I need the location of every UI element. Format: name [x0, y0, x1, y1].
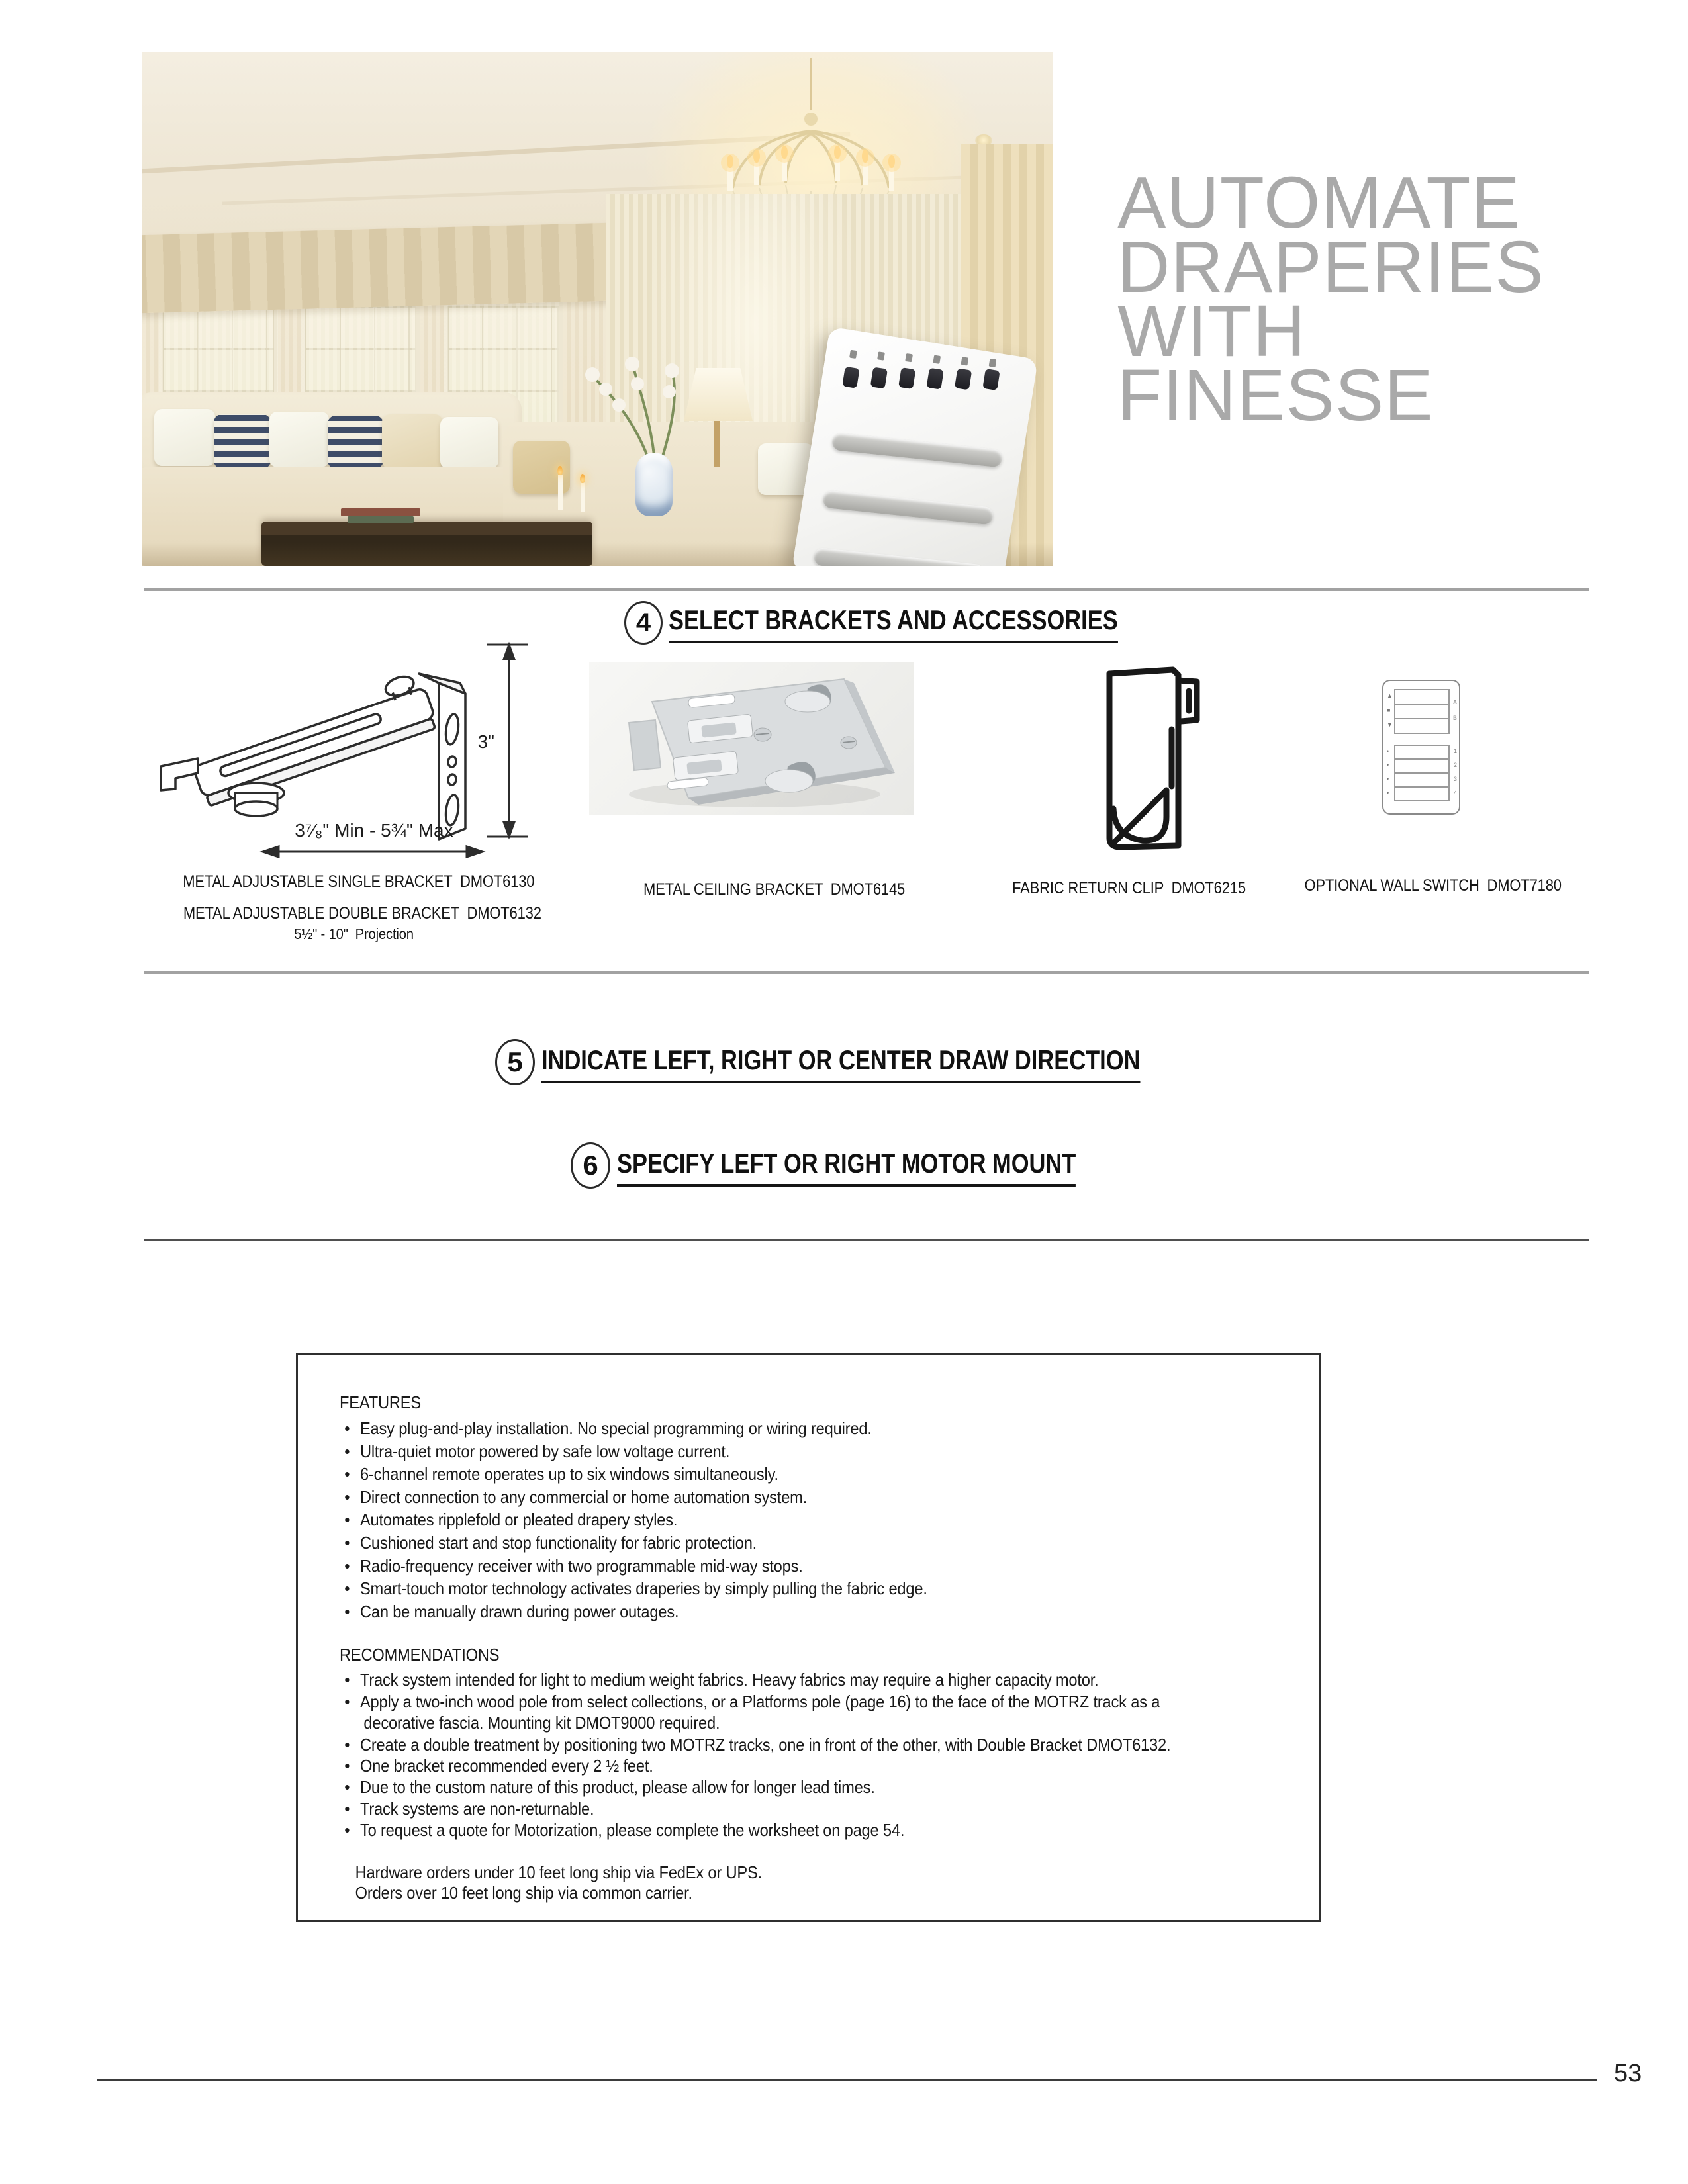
feature-item: • Automates ripplefold or pleated drapery styles.	[360, 1508, 1291, 1531]
switch-button-4	[1394, 786, 1450, 801]
remote-channel-button	[898, 367, 915, 389]
stop-icon: ■	[1387, 707, 1391, 713]
divider	[144, 1239, 1589, 1241]
bracket-width-dimension: 3⁷⁄₈" Min - 5¾" Max	[295, 820, 453, 841]
channel-1-label: 1	[1453, 748, 1457, 754]
page-number: 53	[1614, 2060, 1642, 2087]
shipping-note-1: Hardware orders under 10 feet long ship via FedEx or UPS.	[355, 1862, 762, 1882]
books	[348, 516, 414, 523]
chandelier-candles	[721, 144, 901, 191]
product-1-caption-line-2: METAL ADJUSTABLE DOUBLE BRACKET DMOT6132	[183, 904, 541, 923]
recommendations-heading: RECOMMENDATIONS	[340, 1645, 500, 1665]
pillow	[154, 409, 215, 466]
shipping-note-2: Orders over 10 feet long ship via common carrier.	[355, 1882, 692, 1903]
switch-button-down	[1394, 718, 1450, 734]
recommendation-item: • Track system intended for light to medium weight fabrics. Heavy fabrics may require a higher capacity motor.	[360, 1669, 1291, 1690]
down-arrow-icon: ▼	[1387, 721, 1393, 728]
channel-4-label: 4	[1453, 790, 1457, 796]
recommendation-item: • Track systems are non-returnable.	[360, 1798, 1291, 1819]
hero-photo	[142, 52, 1053, 566]
feature-item: • 6-channel remote operates up to six windows simultaneously.	[360, 1463, 1291, 1486]
switch-button-2	[1394, 758, 1450, 774]
step-6-number: 6	[583, 1150, 598, 1181]
dot-icon: •	[1387, 790, 1389, 796]
feature-item: • Easy plug-and-play installation. No special programming or wiring required.	[360, 1417, 1291, 1440]
candle-flame	[557, 466, 563, 475]
recommendation-item: • Create a double treatment by positioning two MOTRZ tracks, one in front of the other, with Double Bracket DMOT6132.	[360, 1734, 1291, 1755]
metal-adjustable-bracket-drawing	[156, 630, 539, 863]
remote-control	[792, 326, 1038, 566]
remote-label-mark	[961, 357, 968, 365]
pillow	[440, 417, 498, 469]
divider	[144, 588, 1589, 591]
porcelain-vase	[635, 453, 673, 516]
up-arrow-icon: ▲	[1387, 692, 1393, 699]
product-1-caption-line-1: METAL ADJUSTABLE SINGLE BRACKET DMOT6130	[183, 872, 535, 891]
table-lamp-stem	[714, 421, 720, 467]
product-2-caption: METAL CEILING BRACKET DMOT6145	[643, 880, 906, 899]
step-6-title: SPECIFY LEFT OR RIGHT MOTOR MOUNT	[617, 1148, 1176, 1187]
channel-3-label: 3	[1453, 776, 1457, 782]
remote-label-mark	[849, 350, 857, 359]
remote-bar-button	[831, 432, 1003, 468]
valance	[142, 222, 620, 313]
shipping-notes	[355, 1862, 1291, 1903]
feature-item: • Smart-touch motor technology activates draperies by simply pulling the fabric edge.	[360, 1577, 1291, 1600]
dot-icon: •	[1387, 748, 1389, 754]
group-a-label: A	[1452, 699, 1457, 705]
remote-channel-button	[842, 367, 859, 388]
switch-button-1	[1394, 745, 1450, 760]
switch-button-3	[1394, 772, 1450, 788]
recommendation-item-continuation: decorative fascia. Mounting kit DMOT9000 required.	[363, 1713, 720, 1733]
remote-bar-button	[813, 547, 984, 566]
product-1-caption-line-3: 5½" - 10" Projection	[294, 925, 414, 942]
pillow	[269, 412, 329, 467]
product-4-caption: OPTIONAL WALL SWITCH DMOT7180	[1304, 876, 1562, 895]
orchid-icon	[539, 349, 698, 482]
wall-switch-drawing	[1382, 680, 1460, 815]
recommendation-item: • Apply a two-inch wood pole from select collections, or a Platforms pole (page 16) to the face of the MOTRZ track as a	[360, 1691, 1291, 1712]
features-heading: FEATURES	[340, 1392, 421, 1412]
remote-bar-button	[822, 490, 994, 525]
features-content	[340, 1390, 1291, 1903]
feature-item: • Direct connection to any commercial or home automation system.	[360, 1486, 1291, 1509]
bracket-height-dimension: 3"	[477, 731, 494, 752]
remote-channel-button	[926, 368, 943, 390]
feature-item: • Cushioned start and stop functionality for fabric protection.	[360, 1531, 1291, 1555]
remote-label-mark	[989, 359, 997, 367]
remote-label-mark	[877, 351, 885, 360]
candle	[581, 483, 585, 512]
channel-2-label: 2	[1453, 762, 1457, 768]
candle	[558, 475, 563, 510]
step-4-circle	[624, 601, 663, 645]
step-5-title: INDICATE LEFT, RIGHT OR CENTER DRAW DIRECTION	[541, 1044, 1272, 1083]
step-6-circle	[571, 1142, 610, 1189]
footer-rule	[97, 2079, 1597, 2081]
step-4-title: SELECT BRACKETS AND ACCESSORIES	[669, 604, 1217, 643]
feature-item: • Radio-frequency receiver with two programmable mid-way stops.	[360, 1555, 1291, 1578]
step-5-number: 5	[507, 1046, 523, 1077]
headline-line-3: WITH FINESSE	[1117, 291, 1434, 436]
fabric-return-clip-drawing	[1079, 650, 1238, 863]
dot-icon: •	[1387, 776, 1389, 782]
remote-channel-button	[870, 367, 888, 388]
pillow-striped	[328, 416, 383, 469]
candle-flame	[580, 474, 585, 483]
group-b-label: B	[1452, 715, 1457, 721]
remote-channel-button	[982, 369, 1000, 390]
step-5-circle	[495, 1039, 535, 1085]
pillow-striped	[214, 414, 271, 469]
feature-item: • Ultra-quiet motor powered by safe low voltage current.	[360, 1440, 1291, 1463]
hero-headline	[1117, 162, 1581, 436]
pillow	[382, 414, 443, 469]
feature-item: • Can be manually drawn during power outages.	[360, 1600, 1291, 1623]
headline-line-2: DRAPERIES	[1117, 226, 1544, 308]
features-list	[340, 1417, 1291, 1623]
recommendations-list	[340, 1669, 1291, 1841]
remote-label-mark	[933, 355, 941, 364]
remote-channel-button	[955, 368, 972, 390]
dot-icon: •	[1387, 762, 1389, 768]
headline-line-1: AUTOMATE	[1117, 162, 1521, 244]
switch-button-up	[1394, 689, 1450, 705]
step-4-number: 4	[635, 608, 651, 637]
recommendation-item: • To request a quote for Motorization, please complete the worksheet on page 54.	[360, 1819, 1291, 1841]
books	[341, 508, 420, 516]
recommendation-item: • Due to the custom nature of this product, please allow for longer lead times.	[360, 1776, 1291, 1797]
recommendation-item: • One bracket recommended every 2 ½ feet.	[360, 1755, 1291, 1776]
remote-label-mark	[905, 353, 913, 362]
switch-button-stop	[1394, 704, 1450, 719]
divider	[144, 971, 1589, 974]
product-3-caption: FABRIC RETURN CLIP DMOT6215	[1011, 879, 1246, 897]
metal-ceiling-bracket-icon	[589, 662, 914, 815]
features-box	[296, 1353, 1321, 1922]
